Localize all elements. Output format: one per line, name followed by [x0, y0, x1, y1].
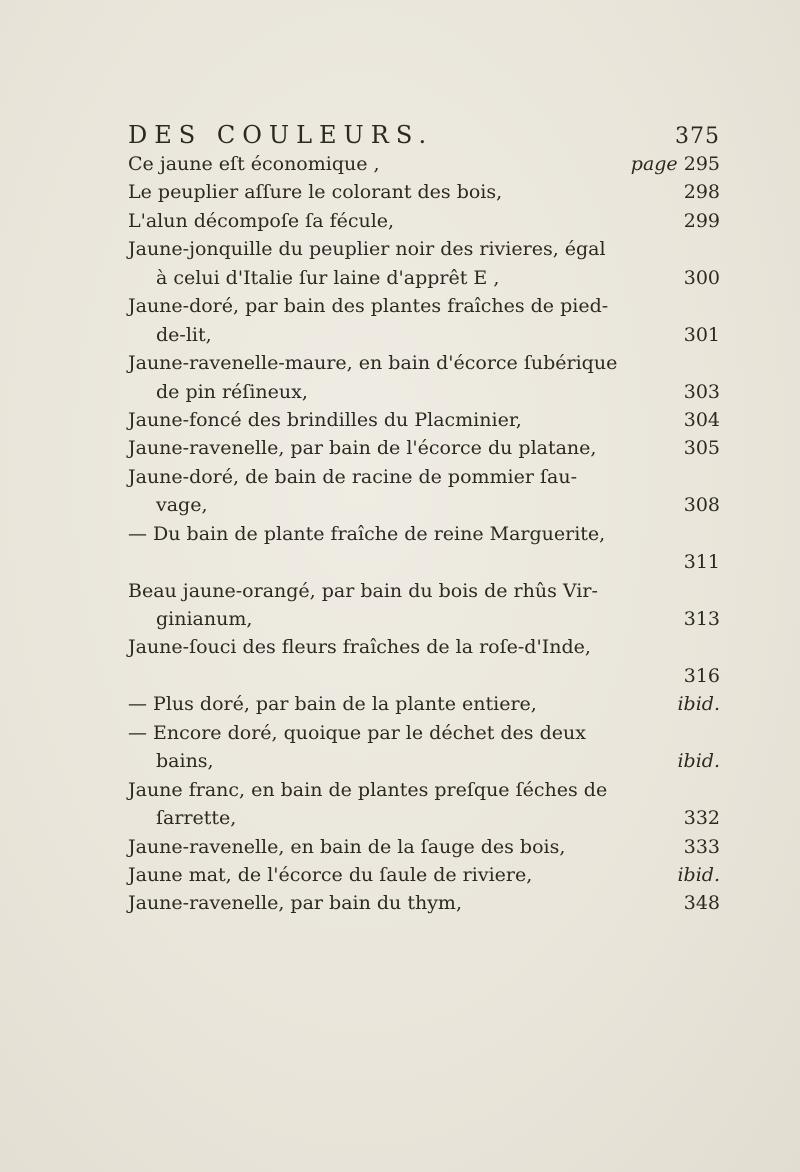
entry-text: vage, — [156, 494, 208, 517]
index-entry-line — [128, 178, 720, 206]
page-reference: 304 — [683, 408, 720, 431]
index-entry-line — [128, 747, 720, 775]
entry-text: Jaune-ravenelle, par bain de l'écorce du platane, — [128, 437, 597, 460]
index-entry-line — [128, 235, 720, 263]
entry-page-ref — [684, 207, 720, 235]
page-reference: 348 — [683, 892, 720, 915]
index-entry-line — [128, 491, 720, 519]
page-reference: 298 — [683, 181, 720, 204]
entry-text: — Encore doré, quoique par le déchet des deux — [128, 721, 586, 744]
entry-text: Le peuplier aſſure le colorant des bois, — [128, 181, 503, 204]
page-reference: 299 — [683, 209, 720, 232]
page-reference: 308 — [683, 494, 720, 517]
page-reference: ibid. — [677, 863, 720, 886]
entry-page-ref — [684, 605, 720, 633]
index-entry-line — [128, 633, 720, 661]
entry-page-ref — [684, 178, 720, 206]
entry-page-ref — [684, 889, 720, 917]
index-entry-line — [128, 434, 720, 462]
index-entry-line — [128, 292, 720, 320]
entry-page-ref — [684, 321, 720, 349]
page-reference: 333 — [683, 835, 720, 858]
page-header — [128, 120, 720, 150]
entry-text: ſarrette, — [156, 807, 237, 830]
page-reference: 316 — [683, 664, 720, 687]
entry-page-ref — [677, 690, 720, 718]
index-entry-line — [128, 406, 720, 434]
entry-text: à celui d'Italie ſur laine d'apprêt E , — [156, 266, 500, 289]
entry-page-ref — [631, 150, 720, 178]
index-entry-line — [128, 321, 720, 349]
index-entry-line — [128, 264, 720, 292]
entry-text: Jaune-doré, par bain des plantes fraîches de pied- — [128, 295, 609, 318]
index-entries — [128, 150, 720, 918]
page-number: 375 — [675, 124, 720, 149]
entry-page-ref — [684, 434, 720, 462]
index-entry-line — [128, 577, 720, 605]
entry-text: Jaune franc, en bain de plantes preſque ſéches de — [128, 778, 608, 801]
entry-text: Jaune-jonquille du peuplier noir des rivieres, égal — [128, 238, 606, 261]
entry-text: bains, — [156, 750, 214, 773]
entry-text: Jaune-foncé des brindilles du Placminier, — [128, 408, 522, 431]
entry-text: Jaune-ravenelle, par bain du thym, — [128, 892, 462, 915]
index-entry-line — [128, 378, 720, 406]
entry-text: Jaune-ravenelle, en bain de la ſauge des bois, — [128, 835, 566, 858]
entry-text: Ce jaune eſt économique , — [128, 153, 380, 175]
entry-text: — Du bain de plante fraîche de reine Marguerite, — [128, 522, 606, 545]
index-entry-line — [128, 889, 720, 917]
entry-page-ref — [684, 833, 720, 861]
entry-page-ref — [684, 491, 720, 519]
entry-text: ginianum, — [156, 608, 253, 630]
entry-text: Jaune-ſouci des fleurs fraîches de la roſe-d'Inde, — [128, 636, 591, 659]
index-entry-line — [128, 690, 720, 718]
entry-text: de-lit, — [156, 323, 212, 346]
index-entry-line — [128, 150, 720, 178]
entry-text: Beau jaune-orangé, par bain du bois de rhûs Vir- — [128, 579, 598, 602]
running-title: DES COULEURS. — [128, 121, 434, 149]
page-reference: 295 — [683, 153, 720, 175]
page-reference: 311 — [683, 551, 720, 574]
entry-page-ref — [684, 264, 720, 292]
entry-text: — Plus doré, par bain de la plante entiere, — [128, 693, 537, 716]
index-entry-line — [128, 662, 720, 690]
entry-page-ref — [677, 861, 720, 889]
page-reference: 301 — [683, 323, 720, 346]
entry-page-ref — [684, 662, 720, 690]
page-reference: 313 — [683, 608, 720, 630]
index-entry-line — [128, 861, 720, 889]
index-entry-line — [128, 463, 720, 491]
index-entry-line — [128, 605, 720, 633]
page-reference: ibid. — [677, 750, 720, 773]
index-entry-line — [128, 776, 720, 804]
entry-text: Jaune-doré, de bain de racine de pommier ſau- — [128, 465, 578, 488]
entry-text: L'alun décompoſe ſa fécule, — [128, 209, 395, 232]
page-reference: 300 — [683, 266, 720, 289]
entry-page-ref — [684, 804, 720, 832]
entry-page-ref — [684, 378, 720, 406]
entry-page-ref — [684, 548, 720, 576]
entry-page-ref — [684, 406, 720, 434]
index-entry-line — [128, 520, 720, 548]
entry-text: Jaune-ravenelle-maure, en bain d'écorce ſubérique — [128, 352, 618, 375]
entry-text: Jaune mat, de l'écorce du ſaule de riviere, — [128, 863, 533, 886]
page-label: page — [630, 153, 678, 175]
index-entry-line — [128, 833, 720, 861]
entry-text: de pin réſineux, — [156, 380, 308, 403]
page-reference: 332 — [683, 807, 720, 830]
page-reference: ibid. — [677, 693, 720, 716]
index-entry-line — [128, 349, 720, 377]
entry-page-ref — [677, 747, 720, 775]
index-entry-line — [128, 207, 720, 235]
page-reference: 303 — [683, 380, 720, 403]
index-entry-line — [128, 548, 720, 576]
page-reference: 305 — [683, 437, 720, 460]
index-entry-line — [128, 719, 720, 747]
index-entry-line — [128, 804, 720, 832]
